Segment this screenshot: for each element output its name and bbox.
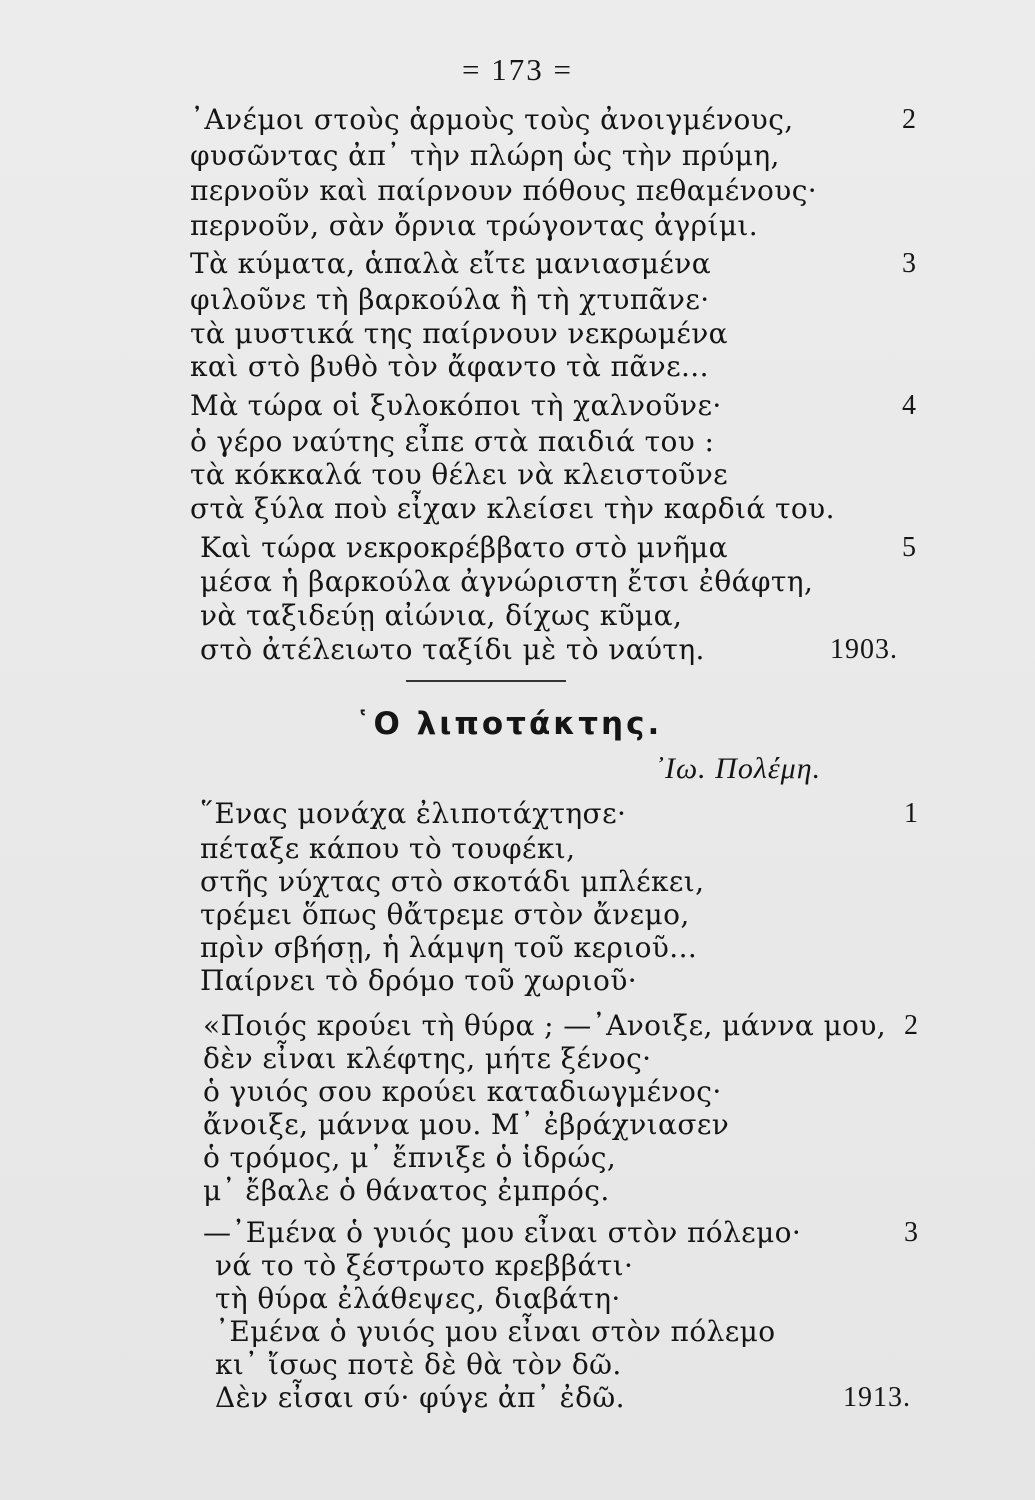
- verse-line: «Ποιός κρούει τὴ θύρα ; —᾽Ανοιξε, μάννα μου,: [203, 1009, 887, 1042]
- verse-line: τρέμει ὅπως θἄτρεμε στὸν ἄνεμο,: [200, 898, 690, 931]
- verse-line: περνοῦν, σὰν ὄρνια τρώγοντας ἀγρίμι.: [190, 209, 759, 242]
- verse-line: —᾽Εμένα ὁ γυιός μου εἶναι στὸν πόλεμο·: [203, 1216, 802, 1249]
- verse-line: τὰ μυστικά της παίρνουν νεκρωμένα: [190, 317, 728, 350]
- verse-line: φιλοῦνε τὴ βαρκούλα ἢ τὴ χτυπᾶνε·: [190, 283, 710, 316]
- verse-line: φυσῶντας ἀπ᾽ τὴν πλώρη ὡς τὴν πρύμη,: [190, 139, 780, 172]
- poem-author: ᾽Ιω. Πολέμη.: [654, 752, 822, 785]
- verse-line: καὶ στὸ βυθὸ τὸν ἄφαντο τὰ πᾶνε...: [190, 350, 709, 383]
- verse-line: τὰ κόκκαλά του θέλει νὰ κλειστοῦνε: [190, 458, 729, 491]
- stanza-number: 2: [904, 1010, 918, 1041]
- verse-line: στῆς νύχτας στὸ σκοτάδι μπλέκει,: [200, 865, 705, 898]
- poem-year: 1903.: [830, 634, 898, 665]
- verse-line: τὴ θύρα ἐλάθεψες, διαβάτη·: [215, 1282, 621, 1315]
- verse-line: ὁ τρόμος, μ᾽ ἔπνιξε ὁ ἱδρώς,: [203, 1141, 617, 1174]
- stanza-number: 3: [904, 1217, 918, 1248]
- section-divider: [406, 680, 566, 682]
- verse-line: ᾽Εμένα ὁ γυιός μου εἶναι στὸν πόλεμο: [215, 1315, 776, 1348]
- verse-line: στὰ ξύλα ποὺ εἶχαν κλείσει τὴν καρδιά του.: [190, 492, 835, 525]
- verse-line: Παίρνει τὸ δρόμο τοῦ χωριοῦ·: [200, 964, 638, 997]
- stanza-number: 4: [902, 390, 916, 421]
- stanza-number: 2: [902, 104, 916, 135]
- verse-line: νά το τὸ ξέστρωτο κρεββάτι·: [215, 1249, 634, 1282]
- stanza-number: 5: [902, 532, 916, 563]
- stanza-number: 1: [904, 798, 918, 829]
- verse-line: ᾽Ανέμοι στοὺς ἁρμοὺς τοὺς ἀνοιγμένους,: [190, 103, 794, 136]
- stanza-number: 3: [902, 248, 916, 279]
- verse-line: μ᾽ ἔβαλε ὁ θάνατος ἐμπρός.: [203, 1174, 610, 1207]
- verse-line: ὁ γυιός σου κρούει καταδιωγμένος·: [203, 1075, 722, 1108]
- verse-line: πρὶν σβήσῃ, ἡ λάμψη τοῦ κεριοῦ...: [200, 931, 698, 964]
- verse-line: νὰ ταξιδεύῃ αἰώνια, δίχως κῦμα,: [200, 599, 683, 632]
- poem-year: 1913.: [843, 1382, 911, 1413]
- verse-line: περνοῦν καὶ παίρνουν πόθους πεθαμένους·: [190, 174, 818, 207]
- verse-line: Δὲν εἶσαι σύ· φύγε ἀπ᾽ ἐδῶ.: [215, 1381, 625, 1414]
- verse-line: πέταξε κάπου τὸ τουφέκι,: [200, 832, 576, 865]
- page-number: = 173 =: [462, 52, 573, 87]
- verse-line: κι᾽ ἴσως ποτὲ δὲ θὰ τὸν δῶ.: [215, 1348, 622, 1381]
- verse-line: στὸ ἀτέλειωτο ταξίδι μὲ τὸ ναύτη.: [200, 633, 705, 666]
- poem-title: ῾Ο λιποτάκτης.: [355, 706, 663, 742]
- verse-line: Καὶ τώρα νεκροκρέββατο στὸ μνῆμα: [200, 531, 728, 564]
- verse-line: δὲν εἶναι κλέφτης, μήτε ξένος·: [203, 1042, 652, 1075]
- verse-line: Τὰ κύματα, ἁπαλὰ εἴτε μανιασμένα: [190, 247, 712, 280]
- verse-line: ῞Ενας μονάχα ἐλιποτάχτησε·: [200, 797, 627, 830]
- verse-line: Μὰ τώρα οἱ ξυλοκόποι τὴ χαλνοῦνε·: [190, 389, 722, 422]
- verse-line: ὁ γέρο ναύτης εἶπε στὰ παιδιά του :: [190, 425, 715, 458]
- verse-line: ἄνοιξε, μάννα μου. Μ᾽ ἐβράχνιασεν: [203, 1108, 730, 1141]
- verse-line: μέσα ἡ βαρκούλα ἀγνώριστη ἔτσι ἐθάφτη,: [200, 565, 814, 598]
